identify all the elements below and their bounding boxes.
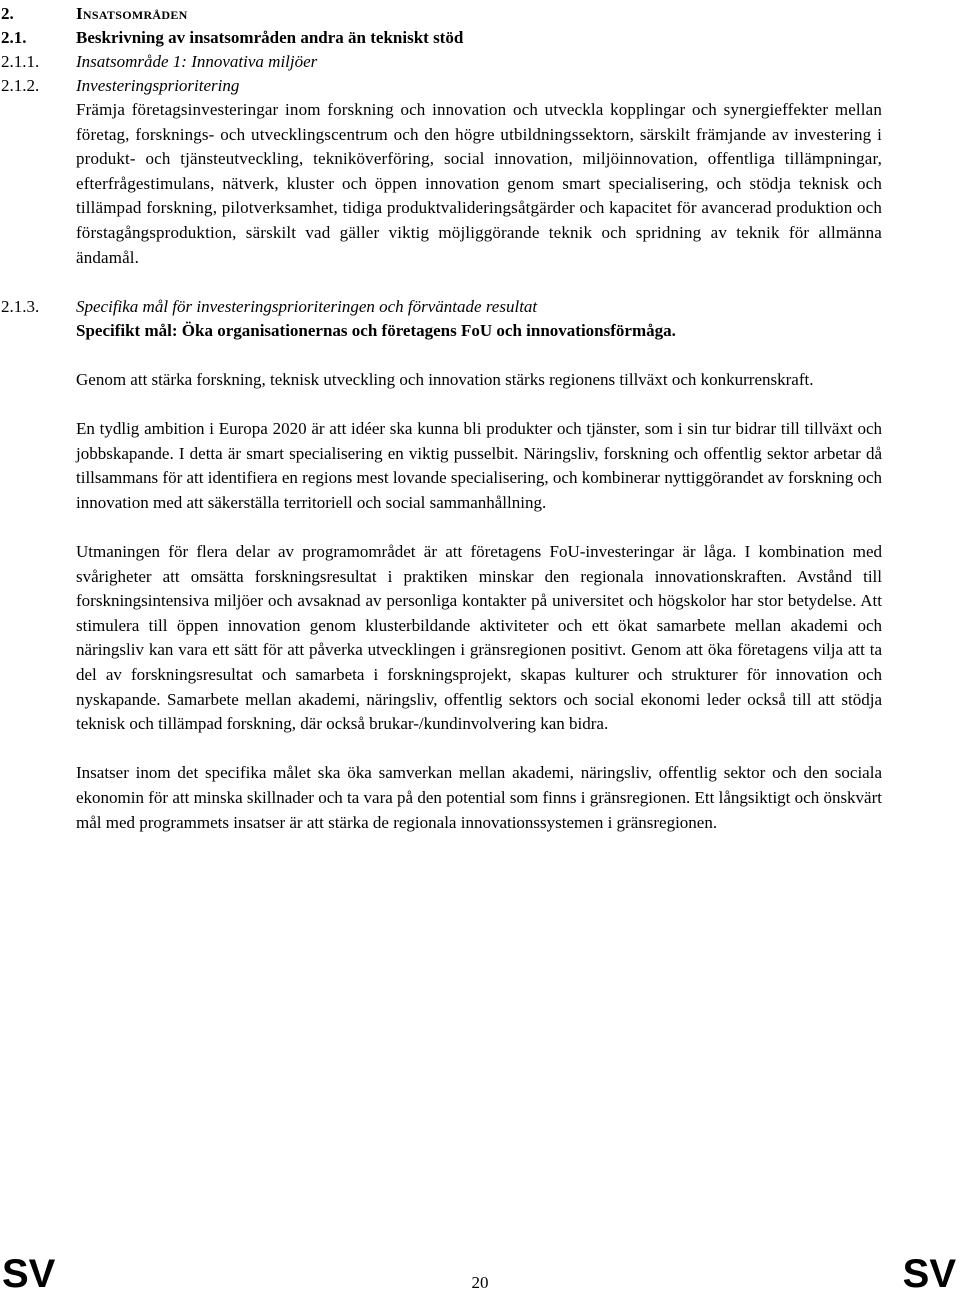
heading-number: 2.1.2. bbox=[1, 76, 40, 95]
body-paragraph: En tydlig ambition i Europa 2020 är att idéer ska kunna bli produkter och tjänster, som i sin tur bidrar till tillväxt och jobbskapande. I detta är smart specialisering en viktig pusselbit. Näringsliv, forskning och offentlig sektor arbetar då tillsammans för att identifiera en regions mest lovande specialisering, och kombinerar nyttiggörandet av forskning och innovation med att säkerställa territoriell och social sammanhållning. bbox=[76, 419, 882, 512]
body-paragraph: Insatser inom det specifika målet ska öka samverkan mellan akademi, näringsliv, offentlig sektor och den sociala ekonomin för att minska skillnader och ta vara på den potential som finns i gränsregionen. Ett långsiktigt och önskvärt mål med programmets insatser är att stärka de regionala innovationssystemen i gränsregionen. bbox=[76, 763, 882, 832]
heading-number: 2.1.3. bbox=[1, 296, 40, 316]
footer-language-code-left: SV bbox=[2, 1252, 56, 1296]
heading-title: Beskrivning av insatsområden andra än tekniskt stöd bbox=[76, 28, 464, 47]
heading-section bbox=[1, 2, 882, 26]
heading-subsection bbox=[1, 26, 882, 50]
page-number: 20 bbox=[471, 1273, 489, 1292]
footer-language-code-right: SV bbox=[902, 1252, 956, 1296]
heading-number: 2. bbox=[1, 4, 14, 23]
heading-number: 2.1.1. bbox=[1, 52, 40, 71]
specific-objective: Specifikt mål: Öka organisationernas och företagens FoU och innovationsförmåga. bbox=[76, 320, 676, 340]
heading-title: Specifika mål för investeringsprioriteringen och förväntade resultat bbox=[76, 296, 538, 316]
heading-specific-objectives bbox=[1, 295, 882, 319]
heading-priority-axis bbox=[1, 50, 882, 74]
investment-priority-text: Främja företagsinvesteringar inom forskning och innovation och utveckla kopplingar och synergieffekter mellan företag, forsknings- och utvecklingscentrum och den högre utbildningssektorn, särskilt främjande av investering i produkt- och tjänsteutveckling, tekniköverföring, social innovation, miljöinnovation, offentliga tillämpningar, efterfrågestimulans, nätverk, kluster och öppen innovation genom smart specialisering, och stödja teknisk och tillämpad forskning, pilotverksamhet, tidiga produktvalideringsåtgärder och kapacitet för avancerad produktion och förstagångsproduktion, särskilt vad gäller viktig möjliggörande teknik och spridning av teknik för allmänna ändamål. bbox=[76, 100, 882, 267]
heading-title: Insatsområden bbox=[76, 4, 188, 23]
heading-title: Insatsområde 1: Innovativa miljöer bbox=[76, 52, 318, 71]
heading-investment-priority bbox=[1, 74, 882, 98]
heading-title: Investeringsprioritering bbox=[76, 76, 240, 95]
body-paragraph: Genom att stärka forskning, teknisk utveckling och innovation stärks regionens tillväxt och konkurrenskraft. bbox=[76, 369, 814, 389]
heading-number: 2.1. bbox=[1, 28, 27, 47]
body-paragraph: Utmaningen för flera delar av programområdet är att företagens FoU-investeringar är låga. I kombination med svårigheter att omsätta forskningsresultat i praktiken minskar den regionala innovationskraften. Avstånd till forskningsintensiva miljöer och avsaknad av personliga kontakter på universitet och högskolor har stor betydelse. Att stimulera till öppen innovation genom klusterbildande aktiviteter och ett ökat samarbete mellan akademi och näringsliv kan vara ett sätt för att påverka utvecklingen i gränsregionen positivt. Genom att öka företagens vilja att ta del av forskningsresultat och samarbeta i forskningsprojekt, skapas kulturer och strukturer för innovation och nyskapande. Samarbete mellan akademi, näringsliv, offentlig sektors och social ekonomi leder också till att stödja teknisk och tillämpad forskning, där också brukar-/kundinvolvering kan bidra. bbox=[76, 542, 882, 734]
document-page bbox=[1, 2, 882, 835]
